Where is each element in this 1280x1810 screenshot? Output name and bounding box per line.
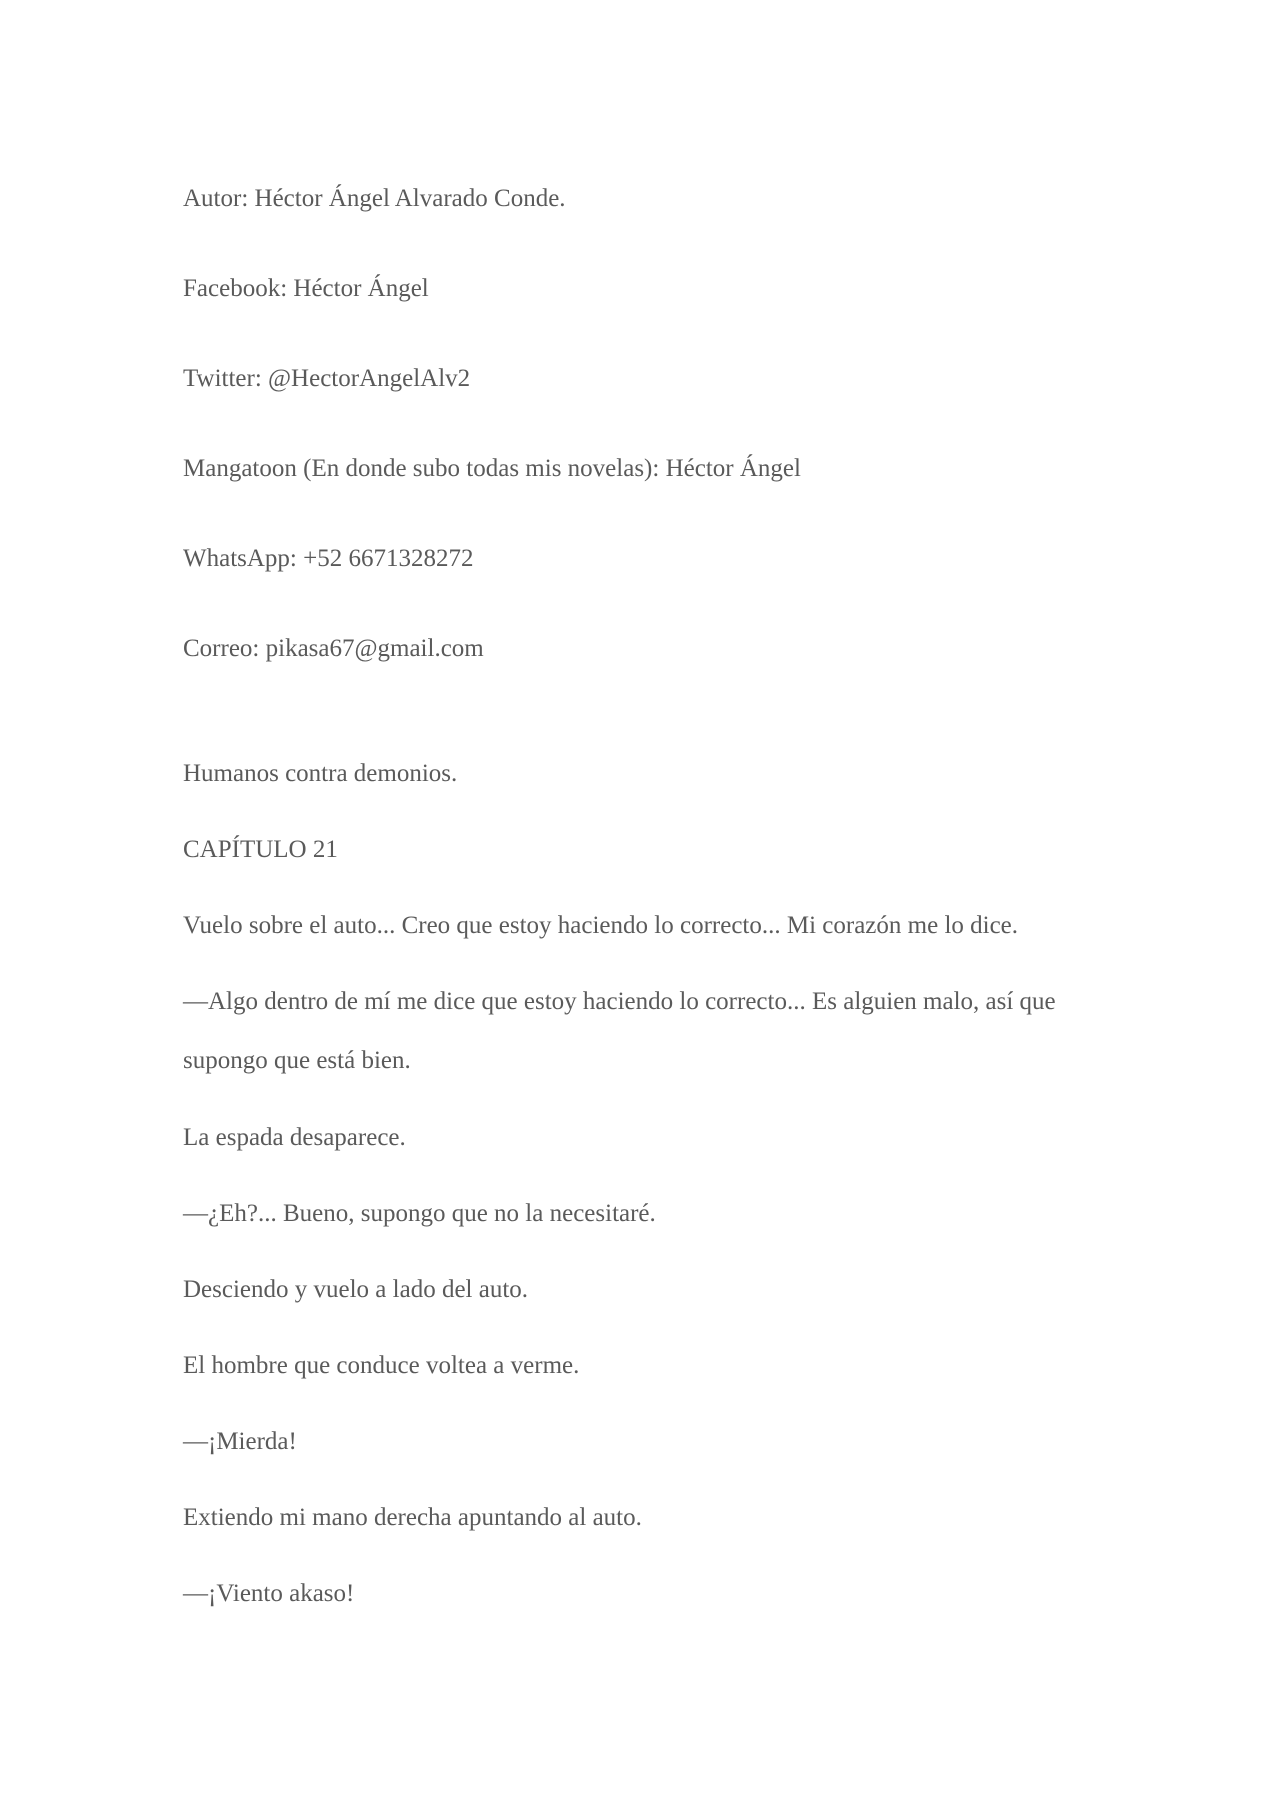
paragraph: La espada desaparece. bbox=[183, 1124, 406, 1151]
paragraph: Extiendo mi mano derecha apuntando al auto. bbox=[183, 1504, 642, 1531]
whatsapp-line: WhatsApp: +52 6671328272 bbox=[183, 545, 474, 572]
chapter-title: CAPÍTULO 21 bbox=[183, 836, 338, 863]
paragraph: —Algo dentro de mí me dice que estoy haciendo lo correcto... Es alguien malo, así que bbox=[183, 988, 1056, 1015]
paragraph: Desciendo y vuelo a lado del auto. bbox=[183, 1276, 529, 1303]
author-line: Autor: Héctor Ángel Alvarado Conde. bbox=[183, 185, 566, 212]
paragraph: El hombre que conduce voltea a verme. bbox=[183, 1352, 580, 1379]
paragraph: —¡Mierda! bbox=[183, 1428, 297, 1455]
paragraph: —¡Viento akaso! bbox=[183, 1580, 355, 1607]
email-line: Correo: pikasa67@gmail.com bbox=[183, 635, 484, 662]
paragraph-continuation: supongo que está bien. bbox=[183, 1047, 411, 1074]
paragraph: —¿Eh?... Bueno, supongo que no la necesitaré. bbox=[183, 1200, 656, 1227]
document-page bbox=[183, 0, 1123, 1810]
book-title: Humanos contra demonios. bbox=[183, 760, 458, 787]
facebook-line: Facebook: Héctor Ángel bbox=[183, 275, 429, 302]
twitter-line: Twitter: @HectorAngelAlv2 bbox=[183, 365, 471, 392]
paragraph: Vuelo sobre el auto... Creo que estoy haciendo lo correcto... Mi corazón me lo dice. bbox=[183, 912, 1019, 939]
mangatoon-line: Mangatoon (En donde subo todas mis novelas): Héctor Ángel bbox=[183, 455, 801, 482]
